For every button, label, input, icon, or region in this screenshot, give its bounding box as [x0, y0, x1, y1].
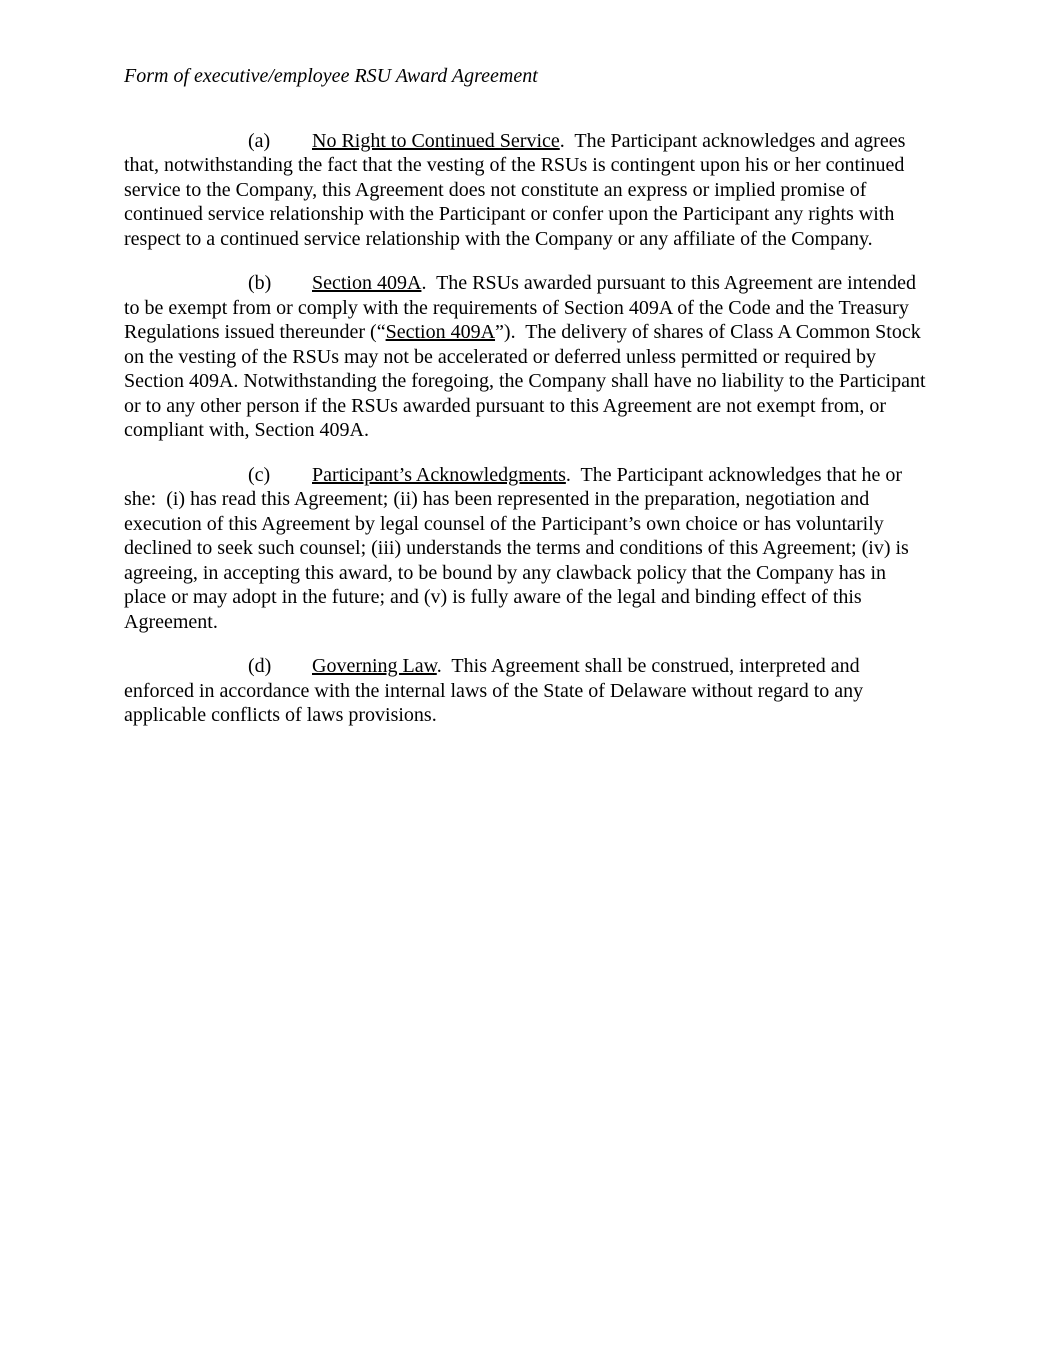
paragraph-a-heading: No Right to Continued Service — [312, 129, 560, 152]
paragraph-a-body: . The Participant acknowledges and agrees that, notwithstanding the fact that the vesting of the RSUs is contingent upon his or her continued service to the Company, this Agreement does not constitute an express or implied promise of continued service relationship with the Participant or confer upon the Participant any rights with respect to a continued service relationship with the Company or any affiliate of the Company. — [124, 129, 911, 250]
paragraph-b-inline-term: Section 409A — [385, 321, 496, 343]
paragraph-d-heading: Governing Law — [312, 655, 437, 677]
paragraph-b-body-post: ”). The delivery of shares of Class A Common Stock on the vesting of the RSUs may not be accelerated or deferred unless permitted or required by Section 409A. Notwithstanding the foregoing, the Company shall have no liability to the Participant or to any other person if the RSUs awarded pursuant to this Agreement are not exempt from, or compliant with, Section 409A. — [124, 321, 931, 441]
paragraph-b — [124, 271, 930, 443]
document-title: Form of executive/employee RSU Award Agreement — [124, 65, 538, 87]
paragraph-c-label: (c) — [248, 463, 271, 486]
paragraph-b-heading: Section 409A — [312, 272, 422, 294]
paragraph-d-label: (d) — [248, 655, 272, 677]
paragraph-c — [124, 463, 930, 635]
paragraph-b-body-pre: . The RSUs awarded pursuant to this Agreement are intended to be exempt from or comply with the requirements of Section 409A of the Code and the Treasury Regulations issued thereunder (“ — [124, 272, 921, 343]
paragraph-b-label: (b) — [248, 272, 272, 294]
paragraph-d — [124, 654, 930, 728]
paragraph-d-body: . This Agreement shall be construed, interpreted and enforced in accordance with the internal laws of the State of Delaware without regard to any applicable conflicts of laws provisions. — [124, 655, 869, 726]
paragraph-a-label: (a) — [248, 129, 271, 152]
paragraph-c-heading: Participant’s Acknowledgments — [312, 463, 566, 486]
paragraph-a — [124, 129, 930, 252]
paragraph-c-body: . The Participant acknowledges that he or she: (i) has read this Agreement; (ii) has been represented in the preparation, negotiation and execution of this Agreement by legal counsel of the Participant’s own choice or has voluntarily declined to seek such counsel; (iii) understands the terms and conditions of this Agreement; (iv) is agreeing, in accepting this award, to be bound by any clawback policy that the Company has in place or may adopt in the future; and (v) is fully aware of the legal and binding effect of this Agreement. — [124, 463, 914, 633]
